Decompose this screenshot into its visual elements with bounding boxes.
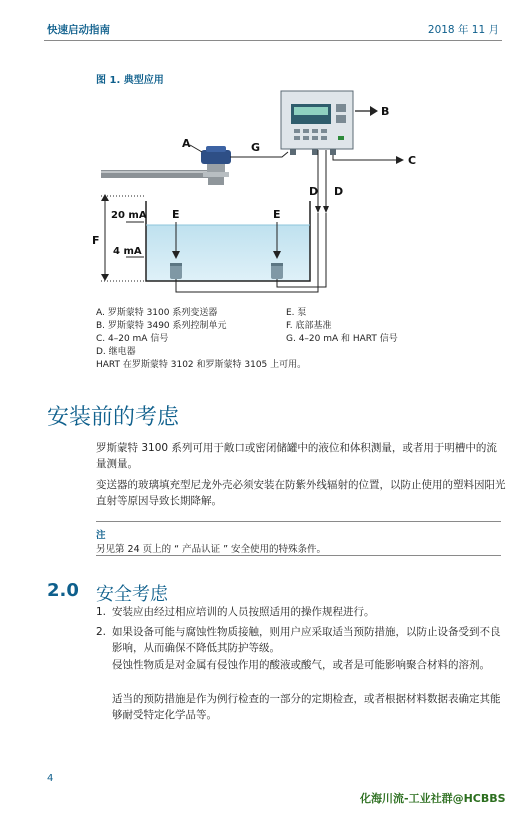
legend-item: B. 罗斯蒙特 3490 系列控制单元 (96, 321, 227, 331)
section2-number: 2.0 (47, 580, 79, 601)
transmitter (201, 146, 231, 185)
label-d1: D (309, 185, 319, 198)
legend-right (286, 307, 398, 346)
figure-note: HART 在罗斯蒙特 3102 和罗斯蒙特 3105 上可用。 (96, 360, 307, 370)
control-unit (281, 91, 353, 155)
section1-paragraph-2: 变送器的玻璃填充型尼龙外壳必须安装在防紫外线辐射的位置，以防止使用的塑料因阳光直射等原因导致长期降解。 (96, 479, 506, 507)
legend-item: D. 继电器 (96, 347, 136, 357)
label-a: A (182, 137, 191, 150)
legend-item: F. 底部基准 (286, 321, 332, 331)
label-g: G (251, 141, 261, 154)
header-title: 快速启动指南 (47, 24, 110, 36)
legend-left (96, 307, 227, 359)
header-date: 2018 年 11 月 (427, 24, 499, 36)
watermark: 化海川流-工业社群@HCBBS (360, 792, 506, 805)
figure-title: 图 1. 典型应用 (96, 75, 164, 86)
legend-item: A. 罗斯蒙特 3100 系列变送器 (96, 308, 218, 318)
pump-right (271, 263, 283, 279)
section1-paragraph-1: 罗斯蒙特 3100 系列可用于敞口或密闭储罐中的液位和体积测量，或者用于明槽中的流量测量。 (96, 442, 497, 470)
label-c: C (408, 154, 417, 167)
page-number: 4 (47, 773, 54, 784)
section2-title: 安全考虑 (96, 584, 168, 605)
legend-item: G. 4–20 mA 和 HART 信号 (286, 334, 398, 344)
label-d2: D (334, 185, 344, 198)
legend-item: E. 泵 (286, 308, 307, 318)
pump-left (170, 263, 182, 279)
list-item (96, 624, 507, 656)
note-heading: 注 (96, 530, 106, 541)
section1-title: 安装前的考虑 (47, 405, 180, 430)
note-body: 另见第 24 页上的 “ 产品认证 ” 安全使用的特殊条件。 (96, 544, 327, 555)
label-e2: E (273, 208, 281, 221)
list-item (96, 604, 526, 620)
list-item-text: 如果设备可能与腐蚀性物质接触，则用户应采取适当预防措施，以防止设备受到不良影响，从而确保不降低其防护等级。 (112, 626, 501, 654)
list-item-text: 安装应由经过相应培训的人员按照适用的操作规程进行。 (112, 606, 375, 618)
application-diagram (0, 0, 526, 310)
label-e1: E (172, 208, 180, 221)
label-f: F (92, 234, 100, 247)
list-subparagraph-2: 适当的预防措施是作为例行检查的一部分的定期检查，或者根据材料数据表确定其能够耐受特定化学品等。 (112, 693, 501, 721)
list-item-number: 1. (96, 606, 107, 618)
list-subparagraph-1: 侵蚀性物质是对金属有侵蚀作用的酸液或酸气，或者是可能影响聚合材料的溶剂。 (112, 659, 490, 671)
label-b: B (381, 105, 390, 118)
list-item-number: 2. (96, 626, 107, 638)
legend-item: C. 4–20 mA 信号 (96, 334, 169, 344)
label-4ma: 4 mA (113, 246, 142, 257)
label-20ma: 20 mA (111, 210, 147, 221)
